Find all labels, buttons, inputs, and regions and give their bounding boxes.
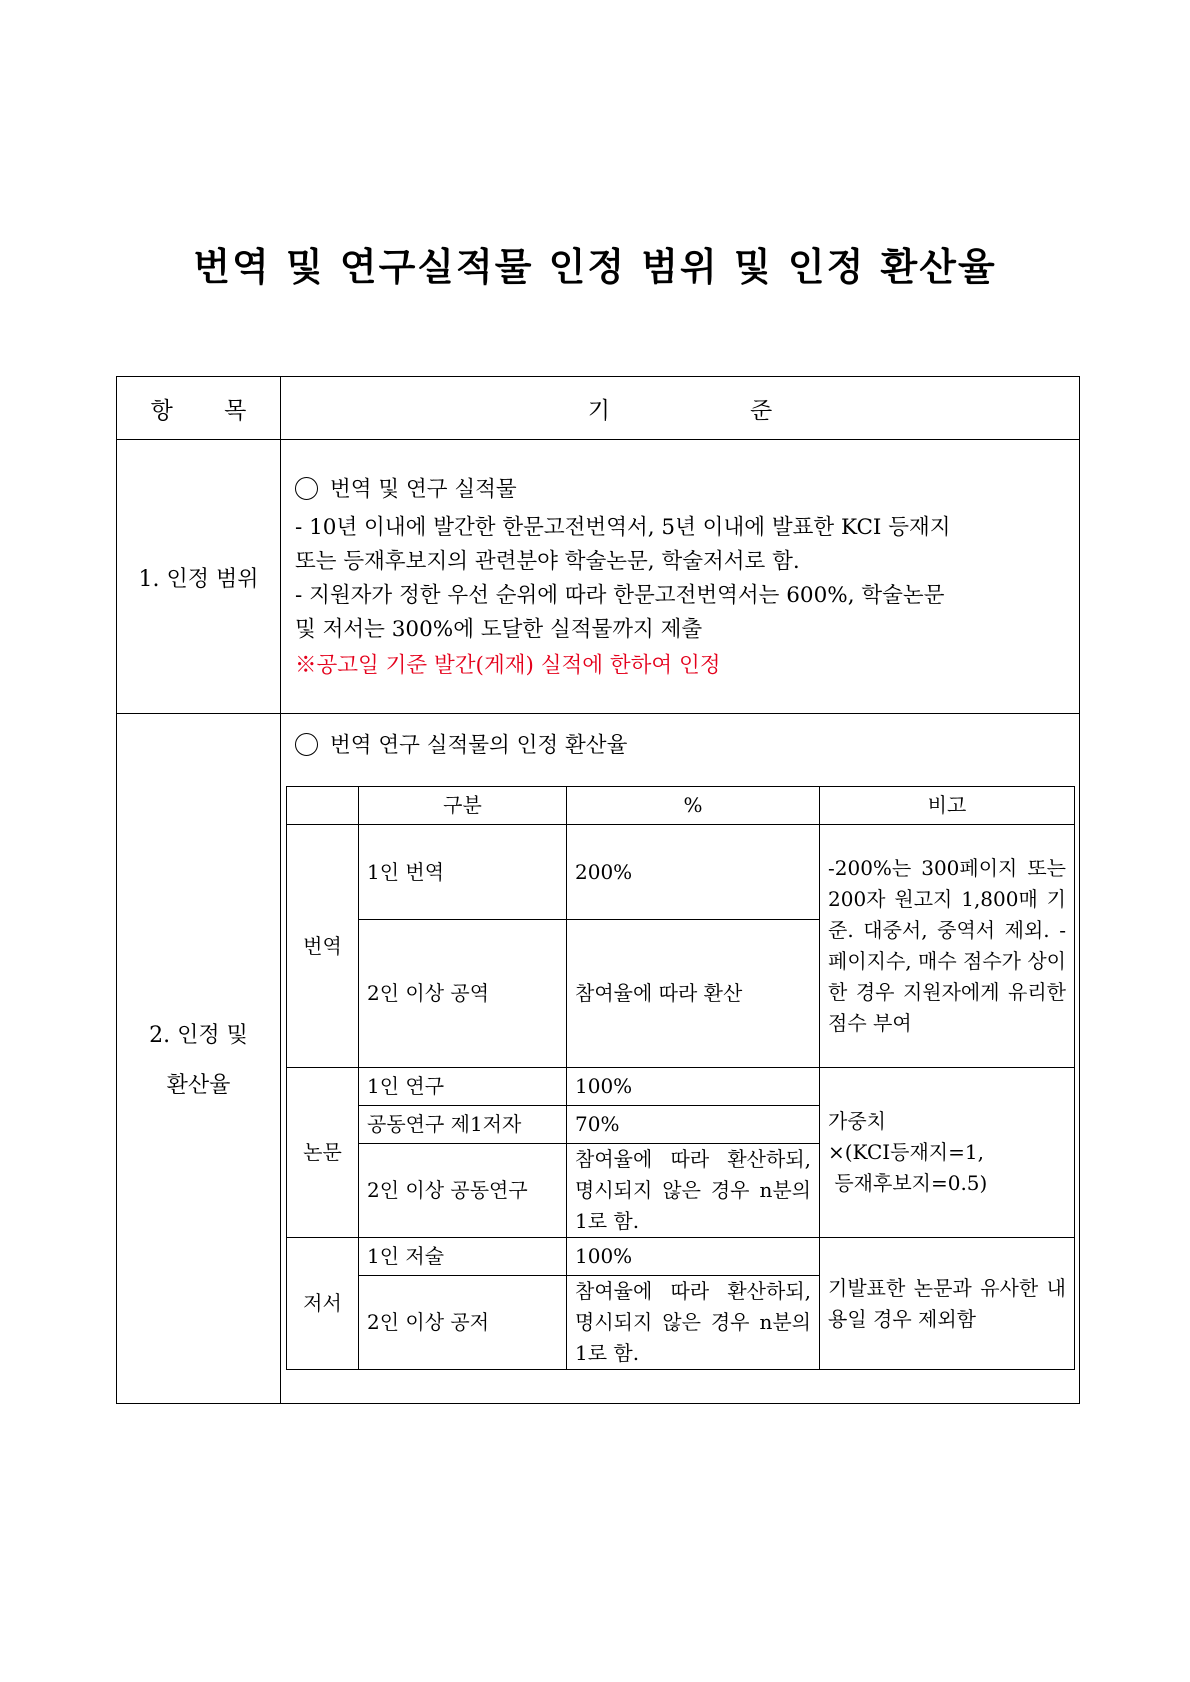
pct-cell: 참여율에 따라 환산하되, 명시되지 않은 경우 n분의 1로 함. bbox=[567, 1144, 820, 1238]
column-header: 비고 bbox=[820, 787, 1075, 825]
note-cell-translation: -200%는 300페이지 또는 200자 원고지 1,800매 기준. 대중서, 중역서 제외. -페이지수, 매수 점수가 상이한 경우 지원자에게 유리한 점수 부여 bbox=[820, 825, 1075, 1068]
table-row bbox=[287, 1068, 1075, 1106]
section1-line2: 또는 등재후보지의 관련분야 학술논문, 학술저서로 함. bbox=[295, 549, 800, 574]
section2-label-line1: 2. 인정 및 bbox=[149, 1023, 248, 1048]
page-title: 번역 및 연구실적물 인정 범위 및 인정 환산율 bbox=[193, 245, 997, 289]
empty-cell bbox=[287, 787, 359, 825]
type-cell: 2인 이상 공동연구 bbox=[359, 1144, 567, 1238]
section1-notice: ※공고일 기준 발간(게재) 실적에 한하여 인정 bbox=[295, 653, 721, 678]
column-header: 구분 bbox=[359, 787, 567, 825]
section2-label bbox=[117, 1011, 280, 1111]
section1-content bbox=[295, 473, 1079, 683]
type-cell: 1인 연구 bbox=[359, 1068, 567, 1106]
header-criteria-a: 기 bbox=[587, 397, 610, 424]
header-criteria-b: 준 bbox=[750, 397, 773, 424]
conversion-table bbox=[286, 786, 1075, 1370]
type-cell: 1인 저술 bbox=[359, 1238, 567, 1276]
note-line: 등재후보지=0.5) bbox=[828, 1171, 988, 1195]
column-header: % bbox=[567, 787, 820, 825]
type-cell: 공동연구 제1저자 bbox=[359, 1106, 567, 1144]
section1-label: 1. 인정 범위 bbox=[138, 567, 259, 592]
criteria-table bbox=[116, 376, 1080, 1404]
type-cell: 2인 이상 공역 bbox=[359, 920, 567, 1068]
group-cell-translation: 번역 bbox=[287, 825, 359, 1068]
table-row bbox=[287, 1238, 1075, 1276]
section2-label-line2: 환산율 bbox=[166, 1073, 231, 1098]
row-divider bbox=[117, 439, 1079, 440]
section1-line3: - 지원자가 정한 우선 순위에 따라 한문고전번역서는 600%, 학술논문 bbox=[295, 583, 945, 608]
pct-cell: 100% bbox=[567, 1238, 820, 1276]
pct-cell: 참여율에 따라 환산 bbox=[567, 920, 820, 1068]
pct-cell: 70% bbox=[567, 1106, 820, 1144]
section1-line1: - 10년 이내에 발간한 한문고전번역서, 5년 이내에 발표한 KCI 등재지 bbox=[295, 515, 951, 540]
header-criteria bbox=[281, 377, 1079, 439]
group-cell-book: 저서 bbox=[287, 1238, 359, 1370]
table-header-row bbox=[287, 787, 1075, 825]
group-cell-paper: 논문 bbox=[287, 1068, 359, 1238]
row-divider bbox=[117, 713, 1079, 714]
section1-line4: 및 저서는 300%에 도달한 실적물까지 제출 bbox=[295, 617, 703, 642]
pct-cell: 200% bbox=[567, 825, 820, 920]
circle-icon bbox=[295, 733, 318, 756]
pct-cell: 참여율에 따라 환산하되, 명시되지 않은 경우 n분의 1로 함. bbox=[567, 1276, 820, 1370]
circle-icon bbox=[295, 477, 318, 500]
table-row bbox=[287, 825, 1075, 920]
pct-cell: 100% bbox=[567, 1068, 820, 1106]
section2-heading: 번역 연구 실적물의 인정 환산율 bbox=[330, 733, 628, 758]
note-line: 가중치 bbox=[828, 1109, 886, 1133]
note-line: ×(KCI등재지=1, bbox=[828, 1140, 984, 1164]
header-item: 항 목 bbox=[150, 397, 269, 424]
column-divider bbox=[280, 377, 281, 1403]
note-cell-book: 기발표한 논문과 유사한 내용일 경우 제외함 bbox=[820, 1238, 1075, 1370]
section2-heading-row bbox=[295, 729, 627, 763]
section1-heading: 번역 및 연구 실적물 bbox=[330, 477, 517, 502]
type-cell: 1인 번역 bbox=[359, 825, 567, 920]
type-cell: 2인 이상 공저 bbox=[359, 1276, 567, 1370]
note-cell-paper bbox=[820, 1068, 1075, 1238]
